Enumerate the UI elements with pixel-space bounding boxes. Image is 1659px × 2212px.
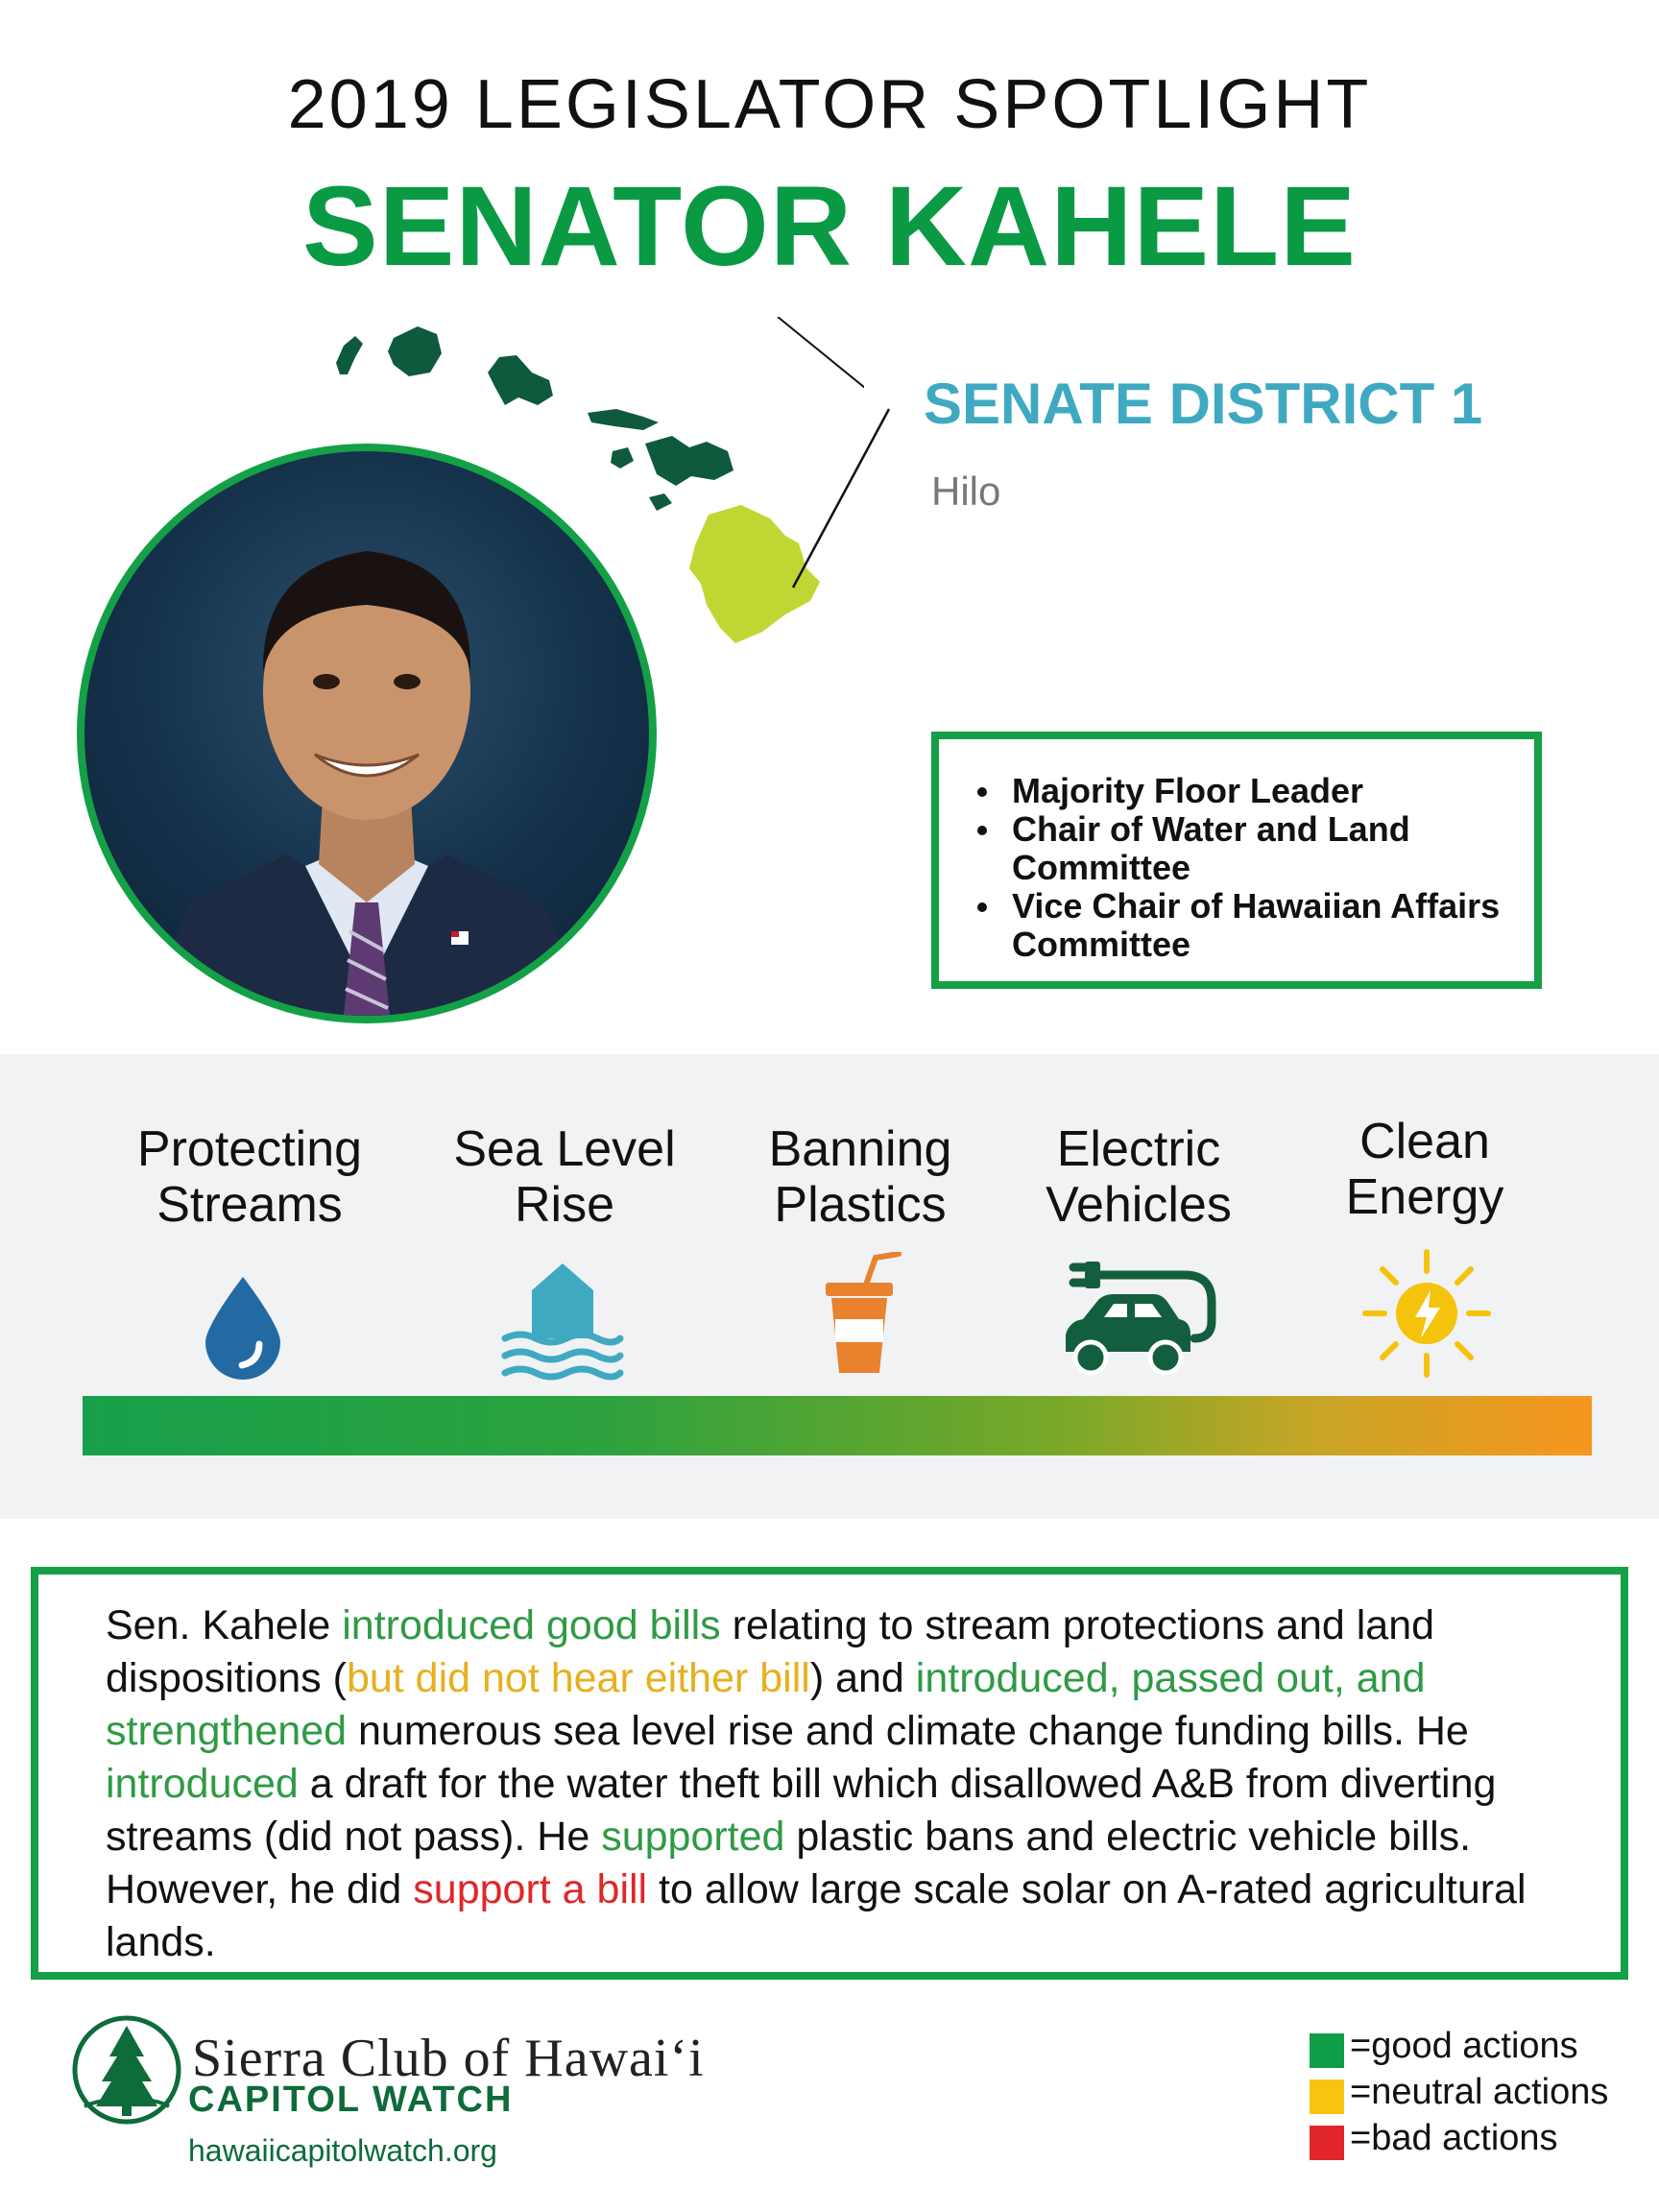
summary-text: ) and	[809, 1655, 916, 1701]
portrait-illustration	[84, 451, 649, 1016]
spotlight-kicker: 2019 LEGISLATOR SPOTLIGHT	[287, 66, 1372, 143]
issue-label-electric: Electric Vehicles	[1046, 1121, 1232, 1233]
roles-list	[972, 772, 1511, 964]
issue-label-sea-level: Sea Level Rise	[453, 1121, 676, 1233]
legend-swatch-neutral	[1310, 2080, 1344, 2114]
organization-name: Sierra Club of Hawaiʻi	[192, 2029, 705, 2088]
summary-text: to allow large scale solar on A-rated agricultural lands.	[106, 1866, 1527, 1965]
voting-summary-box	[31, 1567, 1628, 1980]
lanai-island	[611, 447, 634, 469]
summary-text: plastic bans and electric vehicle bills. However, he did	[106, 1814, 1472, 1912]
sun-energy-icon	[1361, 1248, 1492, 1379]
issue-label-streams: Protecting Streams	[136, 1121, 363, 1233]
summary-text: a draft for the water theft bill which disallowed A&B from diverting streams (did not pass). He	[106, 1761, 1497, 1860]
niihau-island	[336, 336, 363, 374]
summary-text: Sen. Kahele	[106, 1602, 343, 1648]
summary-text: numerous sea level rise and climate change funding bills. He	[347, 1708, 1469, 1754]
committee-roles-box	[931, 732, 1542, 989]
sea-level-house-icon	[499, 1258, 626, 1381]
summary-neutral: but did not hear either bill	[346, 1655, 810, 1701]
summary-good: introduced good bills	[342, 1602, 721, 1648]
kahoolawe-island	[649, 493, 672, 511]
district-title: SENATE DISTRICT 1	[924, 372, 1483, 436]
legend-swatch-bad	[1310, 2126, 1344, 2160]
role-item: Majority Floor Leader	[972, 772, 1511, 810]
role-item: Vice Chair of Hawaiian Affairs Committee	[972, 887, 1511, 964]
kauai-island	[388, 326, 442, 376]
water-drop-icon	[200, 1273, 286, 1381]
district-pointer	[785, 403, 901, 595]
oahu-island	[488, 355, 553, 405]
summary-text: relating to stream protections and land dispositions (	[106, 1602, 1435, 1701]
maui-island	[645, 436, 733, 486]
district-town: Hilo	[931, 469, 1001, 514]
plastic-cup-icon	[822, 1252, 904, 1377]
action-score-gradient-bar	[83, 1396, 1592, 1455]
summary-good: supported	[601, 1814, 785, 1860]
summary-bad: support a bill	[413, 1866, 648, 1912]
legend-swatch-good	[1310, 2033, 1344, 2068]
district-pointer-line	[778, 317, 864, 409]
issue-label-energy: Clean Energy	[1345, 1114, 1504, 1225]
molokai-island	[588, 409, 659, 430]
summary-good: introduced, passed out, and strengthened	[106, 1655, 1426, 1754]
summary-good: introduced	[106, 1761, 299, 1807]
sierra-club-tree-logo	[71, 2014, 182, 2126]
role-item: Chair of Water and Land Committee	[972, 810, 1511, 887]
website-url[interactable]: hawaiicapitolwatch.org	[188, 2133, 497, 2168]
senator-portrait	[77, 444, 657, 1023]
program-name: CAPITOL WATCH	[188, 2080, 514, 2120]
legislator-name: SENATOR KAHELE	[302, 163, 1357, 290]
issue-label-plastics: Banning Plastics	[768, 1121, 952, 1233]
electric-car-icon	[1060, 1258, 1217, 1377]
